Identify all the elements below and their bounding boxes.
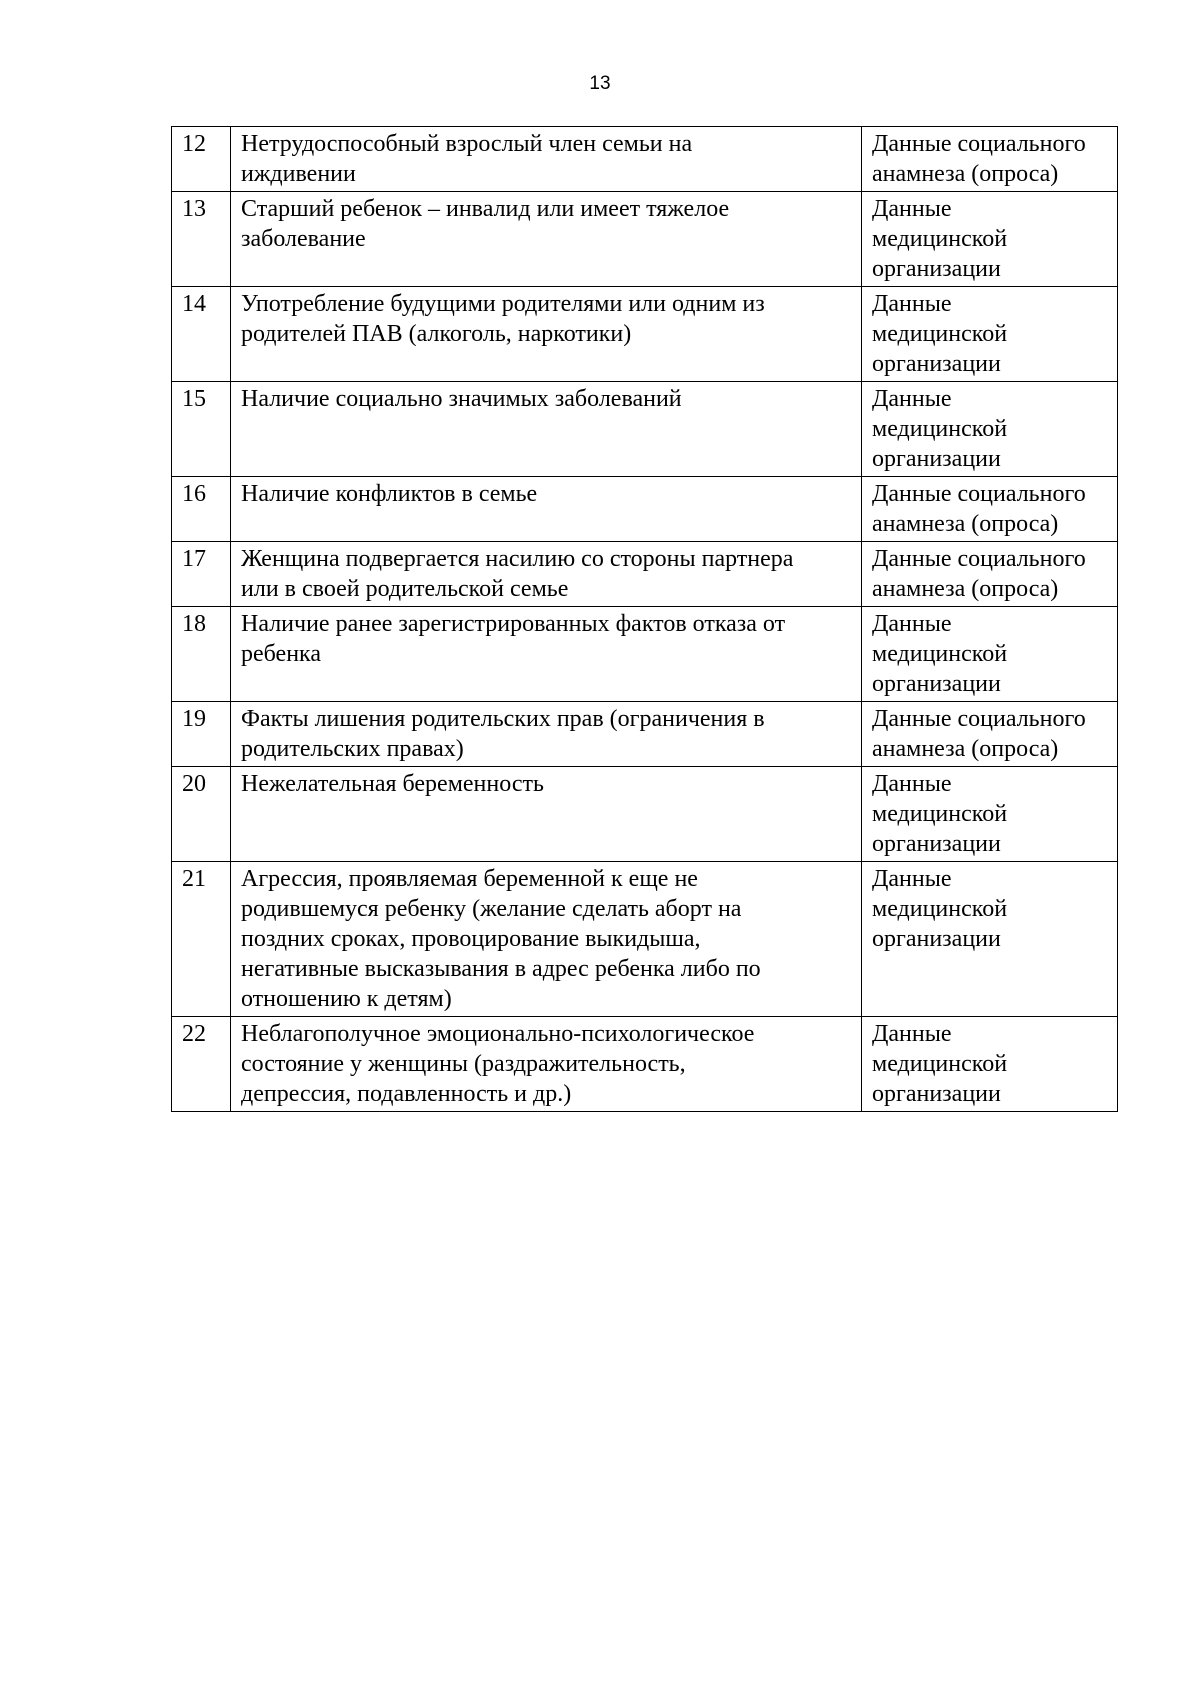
data-source-text-line: Данные социального <box>872 131 1086 157</box>
row-number: 19 <box>182 706 206 732</box>
data-source-cell <box>862 767 1118 862</box>
table-row <box>172 767 1118 862</box>
data-source-cell <box>862 702 1118 767</box>
row-number: 20 <box>182 771 206 797</box>
table-row <box>172 477 1118 542</box>
table-row <box>172 542 1118 607</box>
row-number-cell <box>172 192 231 287</box>
risk-factor-text-line: ребенка <box>241 641 321 667</box>
risk-factor-text-line: состояние у женщины (раздражительность, <box>241 1051 686 1077</box>
row-number: 16 <box>182 481 206 507</box>
risk-factor-text-line: депрессия, подавленность и др.) <box>241 1081 572 1107</box>
row-number: 13 <box>182 196 206 222</box>
risk-factor-text-line: Нежелательная беременность <box>241 771 544 797</box>
data-source-text-line: анамнеза (опроса) <box>872 511 1059 537</box>
data-source-text-line: организации <box>872 671 1001 697</box>
data-source-text-line: Данные <box>872 866 952 892</box>
data-source-cell <box>862 1017 1118 1112</box>
risk-factor-text-line: родителей ПАВ (алкоголь, наркотики) <box>241 321 632 347</box>
risk-factor-cell <box>231 287 862 382</box>
row-number: 22 <box>182 1021 206 1047</box>
data-source-text-line: медицинской <box>872 321 1008 347</box>
page-number: 13 <box>589 73 611 94</box>
data-source-cell <box>862 862 1118 1017</box>
row-number-cell <box>172 382 231 477</box>
data-source-text-line: организации <box>872 256 1001 282</box>
risk-factor-cell <box>231 1017 862 1112</box>
row-number-cell <box>172 1017 231 1112</box>
risk-factor-cell <box>231 542 862 607</box>
data-source-text-line: Данные <box>872 291 952 317</box>
risk-factor-cell <box>231 192 862 287</box>
row-number: 15 <box>182 386 206 412</box>
row-number-cell <box>172 127 231 192</box>
data-source-cell <box>862 382 1118 477</box>
table-row <box>172 382 1118 477</box>
table-body <box>172 127 1118 1112</box>
risk-factor-text-line: Употребление будущими родителями или одним из <box>241 291 765 317</box>
risk-factor-cell <box>231 862 862 1017</box>
risk-factor-cell <box>231 607 862 702</box>
risk-factor-text-line: Факты лишения родительских прав (ограничения в <box>241 706 765 732</box>
table-row <box>172 607 1118 702</box>
risk-factor-text-line: Старший ребенок – инвалид или имеет тяжелое <box>241 196 730 222</box>
data-source-text-line: анамнеза (опроса) <box>872 736 1059 762</box>
risk-factor-text-line: родившемуся ребенку (желание сделать аборт на <box>241 896 742 922</box>
data-source-text-line: организации <box>872 831 1001 857</box>
risk-factors-table <box>171 126 1118 1112</box>
risk-factor-cell <box>231 477 862 542</box>
table-row <box>172 702 1118 767</box>
data-source-text-line: Данные социального <box>872 481 1086 507</box>
risk-factor-text-line: или в своей родительской семье <box>241 576 569 602</box>
data-source-cell <box>862 127 1118 192</box>
table-row <box>172 127 1118 192</box>
data-source-text-line: анамнеза (опроса) <box>872 161 1059 187</box>
data-source-cell <box>862 607 1118 702</box>
table-row <box>172 287 1118 382</box>
data-source-text-line: Данные <box>872 771 952 797</box>
row-number-cell <box>172 542 231 607</box>
table-row <box>172 862 1118 1017</box>
data-source-text-line: медицинской <box>872 226 1008 252</box>
risk-factor-text-line: отношению к детям) <box>241 986 452 1012</box>
risk-factor-text-line: поздних сроках, провоцирование выкидыша, <box>241 926 701 952</box>
risk-factor-cell <box>231 767 862 862</box>
risk-factor-text-line: негативные высказывания в адрес ребенка либо по <box>241 956 761 982</box>
data-source-text-line: Данные <box>872 386 952 412</box>
row-number: 14 <box>182 291 206 317</box>
data-source-text-line: организации <box>872 1081 1001 1107</box>
row-number-cell <box>172 477 231 542</box>
risk-factor-text-line: Агрессия, проявляемая беременной к еще не <box>241 866 698 892</box>
row-number: 12 <box>182 131 206 157</box>
data-source-text-line: Данные социального <box>872 546 1086 572</box>
data-source-text-line: Данные социального <box>872 706 1086 732</box>
risk-factor-text-line: Нетрудоспособный взрослый член семьи на <box>241 131 693 157</box>
data-source-cell <box>862 192 1118 287</box>
risk-factor-cell <box>231 382 862 477</box>
risk-factor-text-line: родительских правах) <box>241 736 464 762</box>
data-source-cell <box>862 287 1118 382</box>
data-source-text-line: организации <box>872 446 1001 472</box>
row-number: 21 <box>182 866 206 892</box>
risk-factor-text-line: Женщина подвергается насилию со стороны партнера <box>241 546 794 572</box>
risk-factor-text-line: Наличие социально значимых заболеваний <box>241 386 682 412</box>
risk-factor-text-line: Наличие ранее зарегистрированных фактов отказа от <box>241 611 786 637</box>
risk-factor-text-line: иждивении <box>241 161 356 187</box>
risk-factor-text-line: Наличие конфликтов в семье <box>241 481 538 507</box>
risk-factor-cell <box>231 127 862 192</box>
data-source-text-line: Данные <box>872 611 952 637</box>
data-source-text-line: медицинской <box>872 641 1008 667</box>
data-source-cell <box>862 542 1118 607</box>
data-source-text-line: медицинской <box>872 801 1008 827</box>
data-source-text-line: Данные <box>872 1021 952 1047</box>
risk-factor-cell <box>231 702 862 767</box>
data-source-text-line: Данные <box>872 196 952 222</box>
data-source-text-line: медицинской <box>872 416 1008 442</box>
row-number-cell <box>172 287 231 382</box>
data-source-text-line: организации <box>872 926 1001 952</box>
risk-factor-text-line: заболевание <box>241 226 366 252</box>
data-source-text-line: анамнеза (опроса) <box>872 576 1059 602</box>
data-source-text-line: медицинской <box>872 1051 1008 1077</box>
row-number-cell <box>172 702 231 767</box>
table-row <box>172 1017 1118 1112</box>
risk-factor-text-line: Неблагополучное эмоционально-психологическое <box>241 1021 755 1047</box>
row-number-cell <box>172 607 231 702</box>
data-source-text-line: организации <box>872 351 1001 377</box>
table-row <box>172 192 1118 287</box>
row-number-cell <box>172 862 231 1017</box>
row-number: 17 <box>182 546 206 572</box>
data-source-text-line: медицинской <box>872 896 1008 922</box>
row-number: 18 <box>182 611 206 637</box>
data-source-cell <box>862 477 1118 542</box>
row-number-cell <box>172 767 231 862</box>
